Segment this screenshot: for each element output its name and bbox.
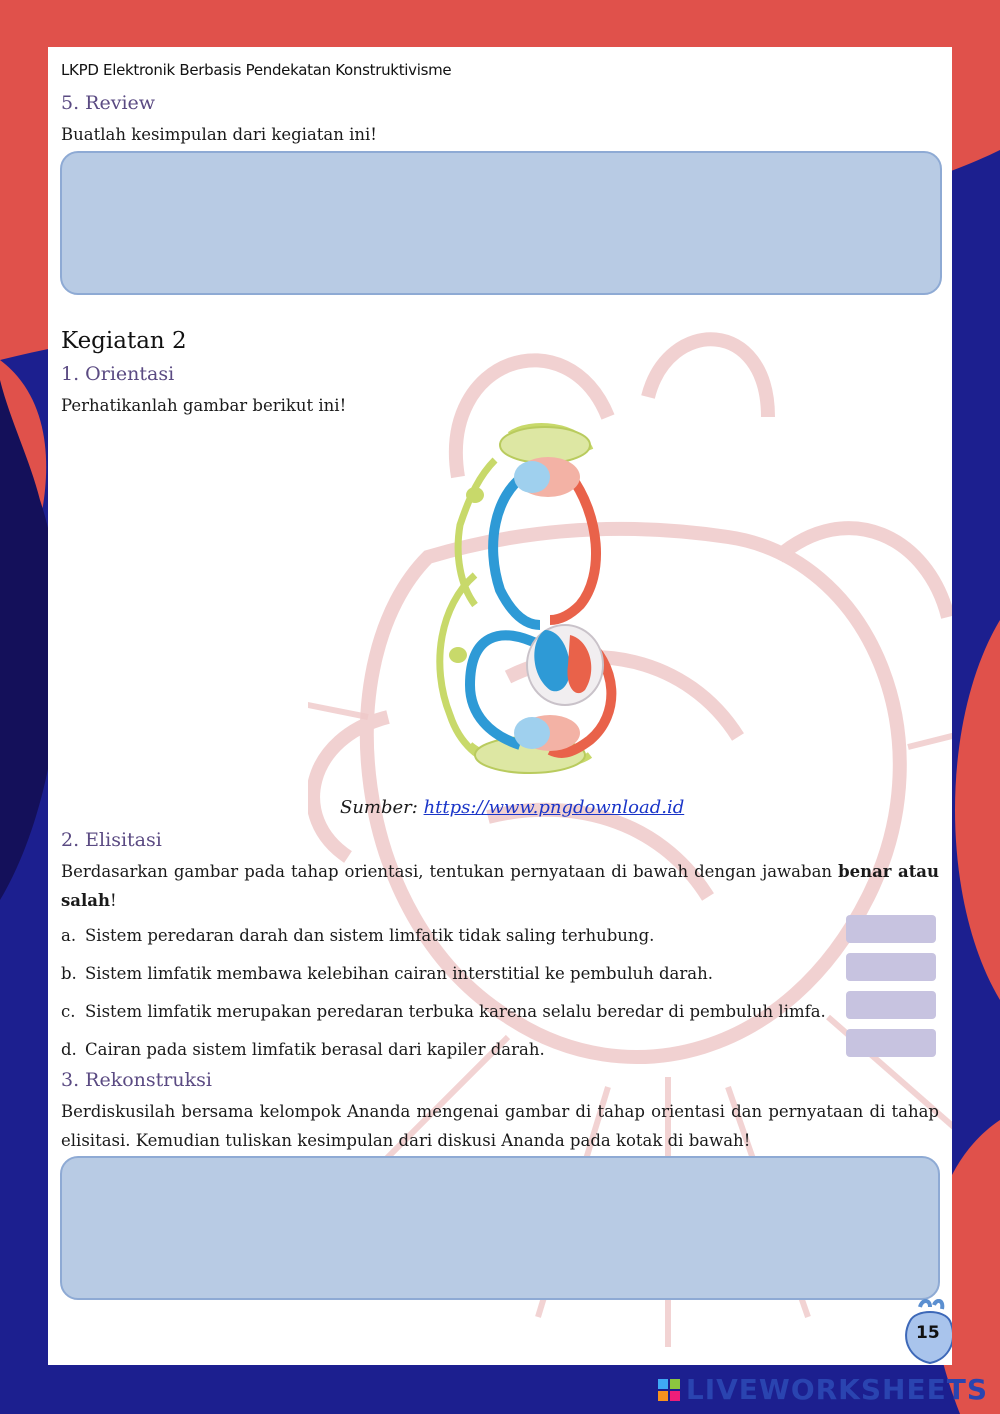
elisitasi-instruction-emphasis: benar atau salah: [61, 862, 939, 910]
answer-input-b[interactable]: [846, 953, 936, 981]
elisitasi-instruction-end: !: [109, 891, 117, 910]
source-prefix: Sumber:: [340, 797, 424, 818]
liveworksheets-logo: [658, 1373, 988, 1406]
answer-input-d[interactable]: [846, 1029, 936, 1057]
kegiatan-title: Kegiatan 2: [61, 328, 187, 354]
statement-label: b.: [61, 964, 77, 983]
orientasi-instruction: Perhatikanlah gambar berikut ini!: [61, 396, 347, 415]
review-heading: 5. Review: [61, 92, 156, 114]
statement-text: Sistem peredaran darah dan sistem limfatik tidak saling terhubung.: [85, 926, 655, 945]
statement-d: [61, 1040, 545, 1059]
statement-label: d.: [61, 1040, 77, 1059]
statement-c: [61, 1002, 826, 1021]
statement-text: Sistem limfatik merupakan peredaran terbuka karena selalu beredar di pembuluh limfa.: [85, 1002, 826, 1021]
statement-label: a.: [61, 926, 77, 945]
liveworksheets-text: LIVEWORKSHEETS: [685, 1373, 988, 1406]
statement-text: Cairan pada sistem limfatik berasal dari kapiler darah.: [85, 1040, 545, 1059]
answer-input-a[interactable]: [846, 915, 936, 943]
review-answer-box[interactable]: [60, 151, 942, 295]
statement-b: [61, 964, 713, 983]
rekonstruksi-heading: 3. Rekonstruksi: [61, 1069, 212, 1091]
rekonstruksi-instruction: Berdiskusilah bersama kelompok Ananda mengenai gambar di tahap orientasi dan pernyataan di tahap elisitasi. Kemudian tuliskan kesimpulan dari diskusi Ananda pada kotak di bawah!: [61, 1102, 939, 1150]
orientasi-heading: 1. Orientasi: [61, 363, 175, 385]
elisitasi-instruction: [61, 857, 939, 915]
page-number: 15: [916, 1323, 940, 1343]
rekonstruksi-answer-box[interactable]: [60, 1156, 940, 1300]
page-header: LKPD Elektronik Berbasis Pendekatan Konstruktivisme: [61, 61, 452, 79]
elisitasi-heading: 2. Elisitasi: [61, 829, 162, 851]
statement-a: [61, 926, 654, 945]
worksheet-page: [48, 47, 952, 1365]
answer-input-c[interactable]: [846, 991, 936, 1019]
elisitasi-instruction-text: Berdasarkan gambar pada tahap orientasi, tentukan pernyataan di bawah dengan jawaban: [61, 862, 839, 881]
image-source: [340, 797, 684, 818]
review-instruction: Buatlah kesimpulan dari kegiatan ini!: [61, 125, 377, 144]
source-link[interactable]: https://www.pngdownload.id: [423, 797, 685, 818]
circulatory-lymphatic-diagram: [420, 415, 620, 775]
statement-label: c.: [61, 1002, 76, 1021]
liveworksheets-logo-icon: [658, 1379, 680, 1401]
statement-text: Sistem limfatik membawa kelebihan cairan interstitial ke pembuluh darah.: [85, 964, 713, 983]
page-number-badge: [900, 1299, 952, 1365]
